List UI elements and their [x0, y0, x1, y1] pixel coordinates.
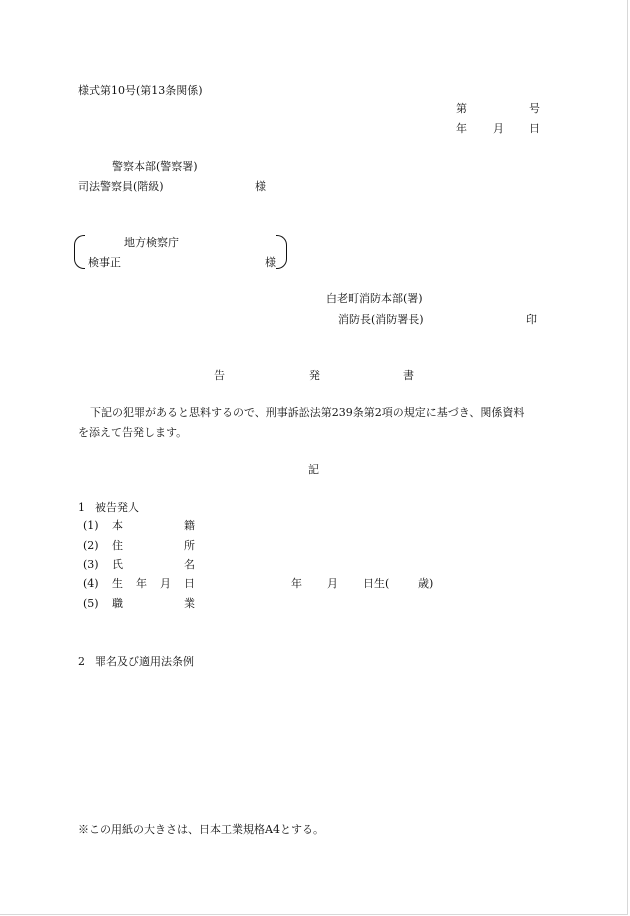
form-label: 様式第10号(第13条関係)	[78, 84, 203, 97]
section1-heading: 被告発人	[95, 501, 139, 514]
item-5-number: (5)	[83, 597, 99, 610]
birth-day: 日生(	[363, 577, 390, 590]
footnote: ※この用紙の大きさは、日本工業規格A4とする。	[78, 823, 324, 836]
item-4-char-month: 月	[160, 577, 171, 590]
birth-age: 歳)	[418, 577, 434, 590]
prosecutor-title: 検事正	[88, 256, 121, 269]
item-4-char-2: 日	[184, 577, 195, 590]
seal-mark: 印	[526, 313, 537, 326]
item-4-char-year: 年	[136, 577, 147, 590]
title-char-3: 書	[403, 369, 414, 382]
item-2-number: (2)	[83, 539, 99, 552]
section2-heading: 罪名及び適用法条例	[95, 655, 194, 668]
police-headquarters: 警察本部(警察署)	[112, 160, 198, 173]
section2-number: 2	[78, 655, 85, 668]
item-1-char-1: 本	[112, 519, 123, 532]
item-1-char-2: 籍	[184, 519, 195, 532]
doc-number-prefix: 第	[456, 102, 467, 115]
item-3-char-1: 氏	[112, 558, 123, 571]
doc-number-suffix: 号	[529, 102, 540, 115]
police-officer: 司法警察員(階級)	[78, 180, 164, 193]
bracket-left	[74, 235, 85, 269]
item-5-char-1: 職	[112, 597, 123, 610]
item-1-number: (1)	[83, 519, 99, 532]
item-2-char-1: 住	[112, 539, 123, 552]
item-4-number: (4)	[83, 577, 99, 590]
sender-organization: 白老町消防本部(署)	[326, 292, 423, 305]
ki-heading: 記	[308, 463, 319, 476]
birth-month: 月	[327, 577, 338, 590]
date-day: 日	[529, 122, 540, 135]
item-4-char-1: 生	[112, 577, 123, 590]
title-char-1: 告	[214, 369, 225, 382]
section1-number: 1	[78, 501, 85, 514]
item-3-char-2: 名	[184, 558, 195, 571]
bracket-right	[276, 235, 287, 269]
item-2-char-2: 所	[184, 539, 195, 552]
prosecutor-office: 地方検察庁	[124, 236, 179, 249]
item-5-char-2: 業	[184, 597, 195, 610]
police-honorific: 様	[255, 180, 266, 193]
title-char-2: 発	[309, 369, 320, 382]
birth-year: 年	[291, 577, 302, 590]
prosecutor-honorific: 様	[265, 256, 276, 269]
item-3-number: (3)	[83, 558, 99, 571]
date-month: 月	[493, 122, 504, 135]
body-line-1: 下記の犯罪があると思料するので、刑事訴訟法第239条第2項の規定に基づき、関係資料	[90, 406, 525, 419]
sender-title: 消防長(消防署長)	[338, 313, 424, 326]
date-year: 年	[456, 122, 467, 135]
body-line-2: を添えて告発します。	[78, 426, 188, 439]
